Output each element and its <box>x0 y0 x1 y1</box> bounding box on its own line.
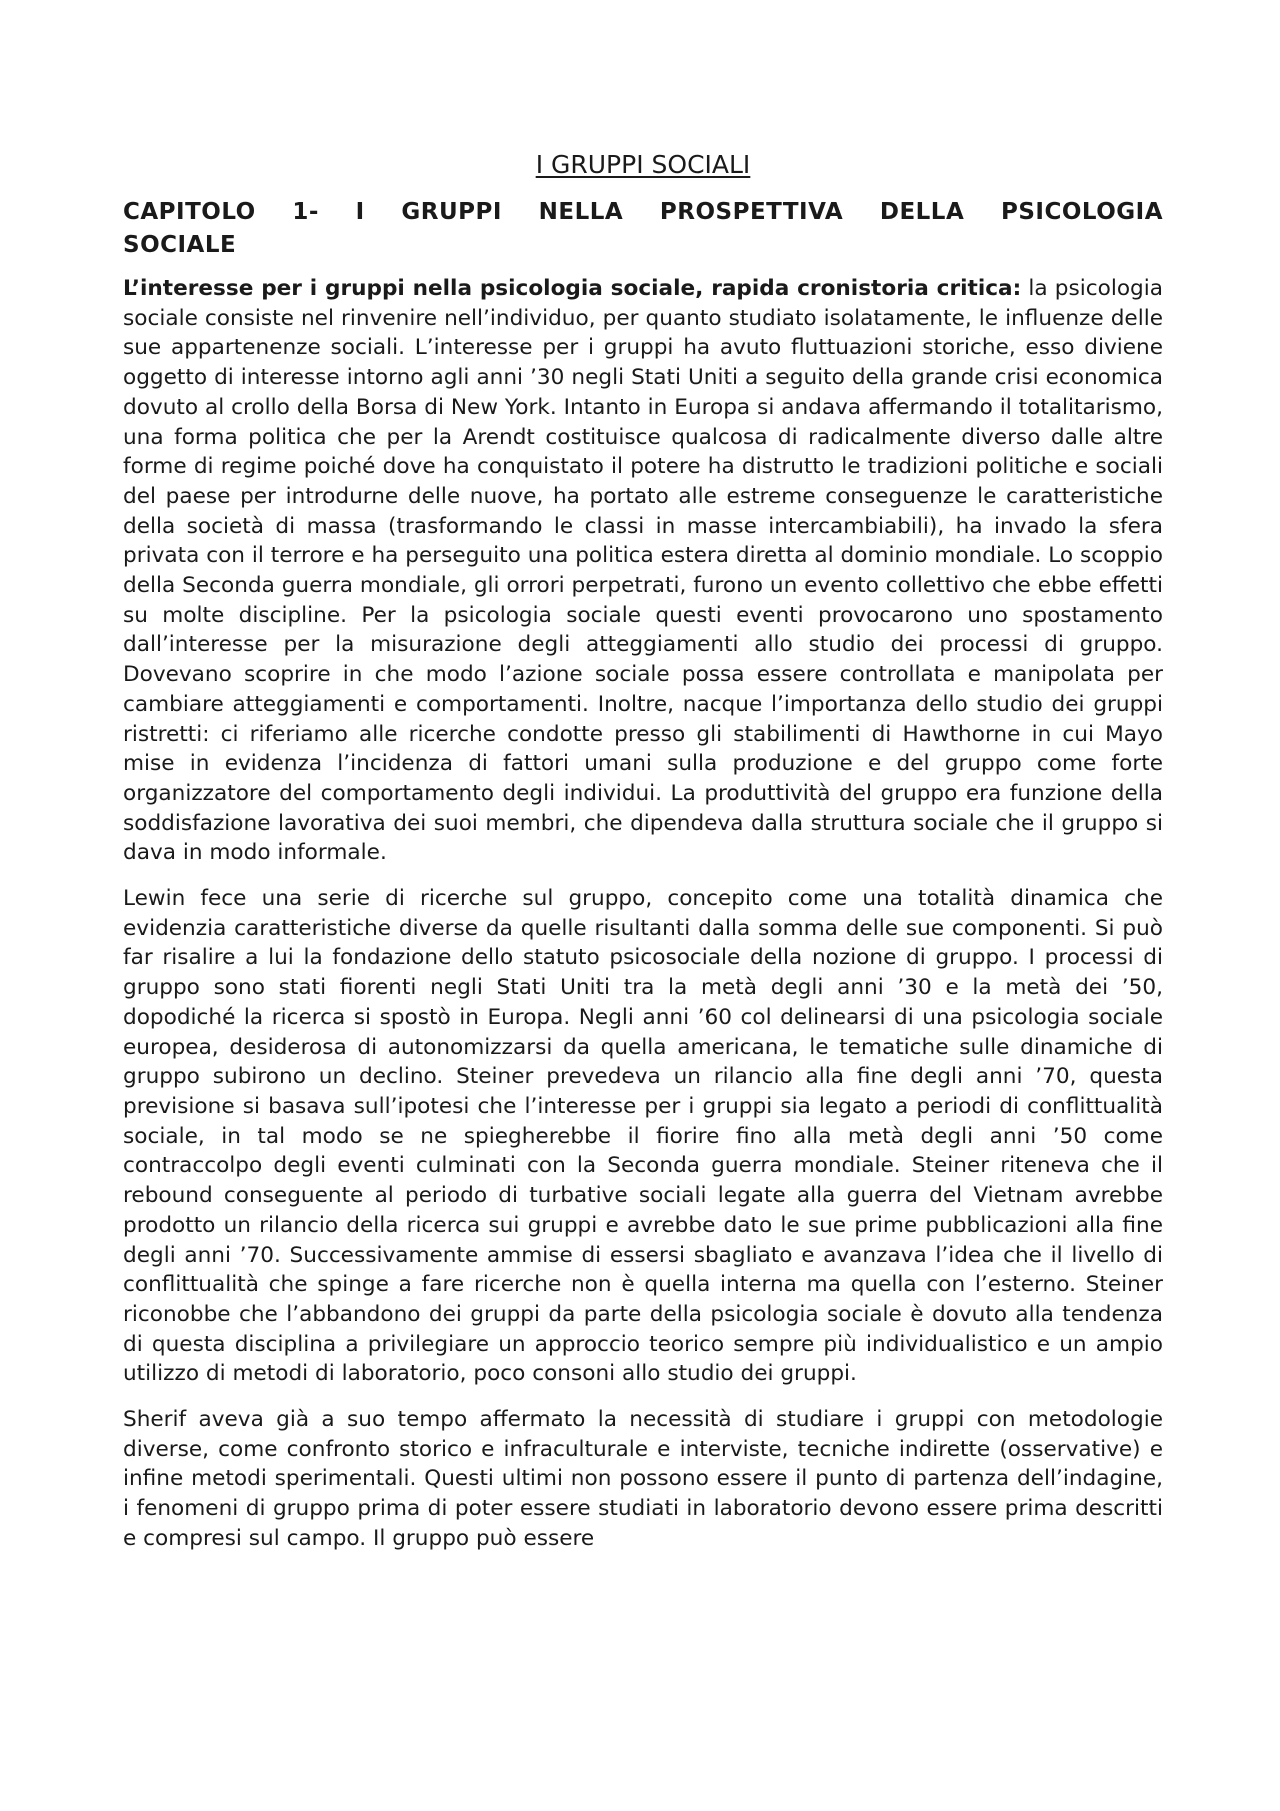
chapter-heading: CAPITOLO 1- I GRUPPI NELLA PROSPETTIVA DELLA PSICOLOGIA SOCIALE <box>123 199 1163 258</box>
document-page <box>123 150 1163 1570</box>
paragraph-sherif: Sherif aveva già a suo tempo affermato la necessità di studiare i gruppi con metodologie diverse, come confronto storico e infraculturale e interviste, tecniche indirette (osservative) e infine metodi sperimentali. Questi ultimi non possono essere il punto di partenza dell’indagine, i fenomeni di gruppo prima di poter essere studiati in laboratorio devono essere prima descritti e compresi sul campo. Il gruppo può essere <box>123 1407 1163 1551</box>
paragraph-text: la psicologia sociale consiste nel rinvenire nell’individuo, per quanto studiato isolatamente, le influenze delle sue appartenenze sociali. L’interesse per i gruppi ha avuto fluttuazioni storiche, esso diviene oggetto di interesse intorno agli anni ’30 negli Stati Uniti a seguito della grande crisi economica dovuto al crollo della Borsa di New York. Intanto in Europa si andava affermando il totalitarismo, una forma politica che per la Arendt costituisce qualcosa di radicalmente diverso dalle altre forme di regime poiché dove ha conquistato il potere ha distrutto le tradizioni politiche e sociali del paese per introdurne delle nuove, ha portato alle estreme conseguenze le caratteristiche della società di massa (trasformando le classi in masse intercambiabili), ha invado la sfera privata con il terrore e ha perseguito una politica estera diretta al dominio mondiale. Lo scoppio della Seconda guerra mondiale, gli orrori perpetrati, furono un evento collettivo che ebbe effetti su molte discipline. Per la psicologia sociale questi eventi provocarono uno spostamento dall’interesse per la misurazione degli atteggiamenti allo studio dei processi di gruppo. Dovevano scoprire in che modo l’azione sociale possa essere controllata e manipolata per cambiare atteggiamenti e comportamenti. Inoltre, nacque l’importanza dello studio dei gruppi ristretti: ci riferiamo alle ricerche condotte presso gli stabilimenti di Hawthorne in cui Mayo mise in evidenza l’incidenza di fattori umani sulla produzione e del gruppo come forte organizzatore del comportamento degli individui. La produttività del gruppo era funzione della soddisfazione lavorativa dei suoi membri, che dipendeva dalla struttura sociale che il gruppo si dava in modo informale. <box>123 276 1163 866</box>
paragraph-lewin: Lewin fece una serie di ricerche sul gruppo, concepito come una totalità dinamica che evidenzia caratteristiche diverse da quelle risultanti dalla somma delle sue componenti. Si può far risalire a lui la fondazione dello statuto psicosociale della nozione di gruppo. I processi di gruppo sono stati fiorenti negli Stati Uniti tra la metà degli anni ’30 e la metà dei ’50, dopodiché la ricerca si spostò in Europa. Negli anni ’60 col delinearsi di una psicologia sociale europea, desiderosa di autonomizzarsi da quella americana, le tematiche sulle dinamiche di gruppo subirono un declino. Steiner prevedeva un rilancio alla fine degli anni ’70, questa previsione si basava sull’ipotesi che l’interesse per i gruppi sia legato a periodi di conflittualità sociale, in tal modo se ne spiegherebbe il fiorire fino alla metà degli anni ’50 come contraccolpo degli eventi culminati con la Seconda guerra mondiale. Steiner riteneva che il rebound conseguente al periodo di turbative sociali legate alla guerra del Vietnam avrebbe prodotto un rilancio della ricerca sui gruppi e avrebbe dato le sue prime pubblicazioni alla fine degli anni ’70. Successivamente ammise di essersi sbagliato e avanzava l’idea che il livello di conflittualità che spinge a fare ricerche non è quella interna ma quella con l’esterno. Steiner riconobbe che l’abbandono dei gruppi da parte della psicologia sociale è dovuto alla tendenza di questa disciplina a privilegiare un approccio teorico sempre più individualistico e un ampio utilizzo di metodi di laboratorio, poco consoni allo studio dei gruppi. <box>123 886 1163 1387</box>
paragraph-intro <box>123 274 1163 868</box>
paragraph-lead: L’interesse per i gruppi nella psicologia sociale, rapida cronistoria critica: <box>123 276 1022 301</box>
document-title: I GRUPPI SOCIALI <box>535 150 751 179</box>
